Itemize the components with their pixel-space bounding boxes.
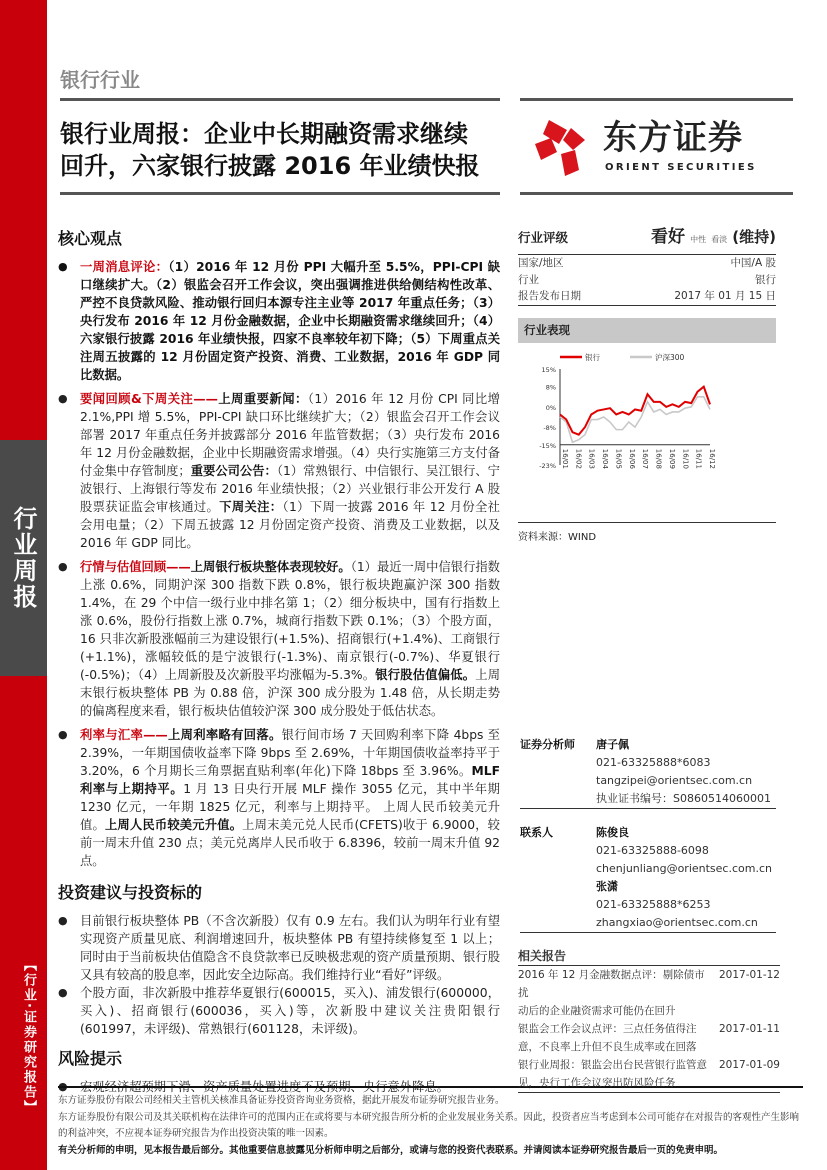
related-report-item[interactable]	[518, 966, 780, 1020]
related-title: 2016 年 12 月金融数据点评：剔除债市扰	[518, 969, 705, 999]
related-title: 银监会工作会议点评：三点任务值得注	[518, 1023, 697, 1035]
bullet-text: 银行间市场 7 天回购利率下降 4bps 至 2.39%，一年期国债收益率下降 9bps 至 2.69%，十年期国债收益率持平于 3.20%，6 个月期长三角票据直贴利率(年化)下降 18bps 至 3.96%。	[80, 728, 500, 778]
bullet-text: （1）常熟银行、中信银行、吴江银行、宁波银行、上海银行等发布 2016 年业绩快报；（2）兴业银行非公开发行 A 股股票获证监会审核通过。	[80, 464, 500, 514]
analyst-name: 唐子佩	[596, 738, 629, 751]
analyst-phone: 021-63325888*6083	[596, 756, 711, 769]
rating-box	[518, 226, 776, 306]
contact-label: 联系人	[520, 826, 553, 839]
rating-option: 看淡	[711, 235, 728, 244]
x-tick-label: 16/12	[708, 448, 716, 469]
x-tick-label: 16/11	[694, 448, 703, 469]
contact-name: 张潇	[596, 880, 618, 893]
rating-row-key: 报告发布日期	[518, 290, 581, 302]
rating-label: 行业评级	[518, 230, 569, 245]
side-label-box	[0, 440, 47, 676]
logo-mark-icon	[527, 112, 597, 182]
related-date: 2017-01-09	[718, 1059, 780, 1071]
related-heading: 相关报告	[518, 948, 780, 966]
rating-value: 看好	[651, 227, 685, 247]
core-bullet-weekly	[58, 258, 500, 384]
divider	[520, 98, 793, 101]
x-tick-label: 16/10	[681, 448, 690, 469]
related-date: 2017-01-12	[718, 969, 780, 981]
bold-text: 上周重要新闻：	[217, 392, 308, 406]
bold-text: 银行股估值偏低。	[375, 668, 476, 682]
y-tick-label: -8%	[543, 424, 556, 433]
x-tick-label: 16/06	[627, 448, 636, 469]
bold-text: 上周人民币较美元升值。	[104, 818, 243, 832]
contact-block	[520, 824, 776, 933]
y-tick-label: 15%	[541, 366, 556, 374]
x-tick-label: 16/04	[601, 448, 610, 469]
y-tick-label: -23%	[539, 462, 556, 470]
related-title-cont: 见，央行工作会议突出防风险任务	[518, 1077, 676, 1089]
analyst-label: 证券分析师	[520, 738, 575, 751]
title-line-1: 银行业周报：企业中长期融资需求继续	[60, 120, 468, 148]
rating-row	[518, 288, 776, 306]
divider	[520, 192, 793, 195]
disclaimer-line: 东方证券股份有限公司及其关联机构在法律许可的范围内正在或将要与本研究报告所分析的企业发展业务关系。因此，投资者应当考虑到本公司可能存在对报告的客观性产生影响的利益冲突，不应视本证券研究报告为作出投资决策的唯一因素。	[58, 1111, 800, 1139]
disclaimer-line: 东方证券股份有限公司经相关主管机关核准具备证券投资咨询业务资格，据此开展发布证券研究报告业务。	[58, 1095, 505, 1106]
rating-row	[518, 272, 776, 289]
side-label: 行业周报	[9, 506, 37, 610]
bullet-text: 1 月 13 日央行开展 MLF 操作 3055 亿元，其中半年期 1230 亿元，一年期 1825 亿元，利率与上期持平。 上周人民币较美元升值。	[80, 782, 500, 832]
bullet-text: （1）下周一披露 2016 年 12 月份全社会用电量；（2）下周五披露 12 月份固定资产投资、消费及工业数据，以及 2016 年 GDP 同比。	[80, 500, 500, 550]
rating-option: 中性	[690, 235, 707, 244]
rating-row-value: 2017 年 01 月 15 日	[674, 290, 776, 302]
series-line-hs300	[560, 397, 710, 442]
related-date: 2017-01-11	[718, 1023, 780, 1035]
rating-row-key: 行业	[518, 273, 539, 286]
logo-en: ORIENT SECURITIES	[605, 162, 757, 173]
core-bullet-market	[58, 558, 500, 720]
y-tick-label: -15%	[539, 441, 556, 450]
y-tick-label: 8%	[545, 383, 556, 392]
contact-name: 陈俊良	[596, 826, 629, 839]
rating-row-value: 银行	[755, 273, 776, 286]
x-tick-label: 16/09	[667, 448, 676, 469]
bullet-text: 上周末美元兑人民币(CFETS)收于 6.9000，较前一周末升值 230 点；美元兑离岸人民币收于 6.8396，较前一周末升值 92 点。	[80, 818, 500, 868]
core-bullet-news	[58, 390, 500, 552]
bold-text: 重要公司公告：	[190, 464, 277, 478]
invest-bullet: ● 个股方面，非次新股中推荐华夏银行(600015，买入)、浦发银行(600000，买入)、招商银行(600036，买入)等，次新股中建议关注贵阳银行(601997，未评级)、常熟银行(601128，未评级)。	[58, 984, 500, 1038]
x-tick-label: 16/01	[561, 448, 569, 469]
contact-email[interactable]: chenjunliang@orientsec.com.cn	[596, 862, 772, 875]
risk-heading: 风险提示	[58, 1049, 123, 1068]
logo-cn: 东方证券	[603, 118, 743, 158]
bold-text: 上周银行板块整体表现较好。	[190, 560, 351, 574]
sector-label: 银行行业	[60, 68, 140, 92]
rating-row	[518, 255, 776, 272]
related-reports	[518, 948, 780, 1093]
bullet-text: （1）最近一周中信银行指数上涨 0.6%，同期沪深 300 指数下跌 0.8%，银行板块跑赢沪深 300 指数 1.4%，在 29 个中信一级行业中排名第 1；（2）细分板块中，国有行指数上涨 0.6%，股份行指数上涨 0.7%，城商行指数下跌 0.1%；（3）个股方面，16 只非次新股涨幅前三为建设银行(+1.5%)、招商银行(+1.4%)、工商银行(+1.1%)，涨幅较低的是宁波银行(-1.3%)、南京银行(-0.7%)、华夏银行(-0.5%)；（4）上周新股及次新股平均涨幅为-5.3%。	[80, 560, 500, 682]
related-title-cont: 意，不良率上升但不良生成率或在回落	[518, 1041, 697, 1053]
bullet-label: 一周消息评论：	[80, 260, 169, 274]
divider	[60, 98, 500, 101]
related-title-cont: 动后的企业融资需求可能仍在回升	[518, 1005, 676, 1017]
rating-status: (维持)	[732, 228, 776, 246]
main-column	[58, 228, 500, 1096]
report-title	[60, 118, 500, 182]
bold-text: MLF 利率与上期持平。	[80, 764, 500, 796]
rating-row-key: 国家/地区	[518, 257, 564, 269]
disclaimer-note: 有关分析师的申明，见本报告最后部分。其他重要信息披露见分析师申明之后部分，或请与您的投资代表联系。并请阅读本证券研究报告最后一页的免责申明。	[58, 1144, 724, 1156]
bullet-label: 利率与汇率——	[80, 728, 168, 742]
performance-chart	[520, 345, 770, 505]
bullet-text: 上周末银行板块整体 PB 为 0.88 倍，沪深 300 成分股为 1.48 倍，从长期走势的偏离程度来看，银行板块估值较沪深 300 成分股处于低估状态。	[80, 668, 500, 718]
related-report-item[interactable]	[518, 1020, 780, 1056]
x-tick-label: 16/07	[641, 448, 650, 469]
title-line-2: 回升，六家银行披露 2016 年业绩快报	[60, 152, 480, 180]
core-heading: 核心观点	[58, 229, 123, 248]
bold-text: 上周利率略有回落。	[167, 728, 282, 742]
disclaimer	[58, 1093, 803, 1159]
legend-label: 银行	[585, 353, 600, 362]
related-title: 银行业周报：银监会出台民营银行监管意	[518, 1059, 707, 1071]
divider	[60, 192, 500, 195]
contact-email[interactable]: zhangxiao@orientsec.com.cn	[596, 916, 758, 929]
related-report-item[interactable]	[518, 1056, 780, 1092]
analyst-block	[520, 736, 776, 809]
x-tick-label: 16/05	[614, 448, 623, 469]
x-tick-label: 16/02	[574, 448, 583, 469]
bullet-text: （1）2016 年 12 月份 PPI 大幅升至 5.5%，PPI-CPI 缺口继续扩大。（2）银监会召开工作会议，突出强调推进供给侧结构性改革、严控不良贷款风险、推动银行回归本源专注主业等 2017 年重点任务；（3）央行发布 2016 年 12 月份金融数据，企业中长期融资需求继续回升；（4）六家银行披露 2016 年业绩快报，四家不良率较年初下降；（5）下周重点关注周五披露的 12 月份固定资产投资、消费、工业数据，2016 年 GDP 同比数据。	[80, 260, 500, 382]
company-logo	[527, 118, 787, 178]
analyst-email[interactable]: tangzipei@orientsec.com.cn	[596, 774, 753, 787]
analyst-cert: 执业证书编号：S0860514060001	[596, 792, 771, 805]
report-type-tag: 【行业·证券研究报告】	[21, 958, 36, 1115]
contact-phone: 021-63325888-6098	[596, 844, 709, 857]
contact-phone: 021-63325888*6253	[596, 898, 711, 911]
chart-source: 资料来源：WIND	[518, 522, 776, 545]
bullet-label: 要闻回顾&下周关注——	[80, 392, 218, 406]
bullet-label: 行情与估值回顾——	[80, 560, 191, 574]
bold-text: 下周关注：	[219, 500, 283, 514]
bullet-text: （1）2016 年 12 月份 CPI 同比增 2.1%,PPI 增 5.5%，PPI-CPI 缺口环比继续扩大；（2）银监会召开工作会议部署 2017 年重点任务并披露部分 2016 年监管数据；（3）央行发布 2016 年 12 月份金融数据，企业中长期融资需求增强。（4）央行实施第三方支付备付金集中存管制度；	[80, 392, 500, 478]
legend-label: 沪深300	[655, 353, 685, 362]
invest-bullet: ● 目前银行板块整体 PB（不含次新股）仅有 0.9 左右。我们认为明年行业有望实现资产质量见底、利润增速回升，板块整体 PB 有望持续修复至 1 以上；同时由于当前板块估值隐含不良贷款率已反映极悲观的资产质量预期、银行股又具有较高的股息率，因此安全边际高。我们维持行业“看好”评级。	[58, 912, 500, 984]
rating-row-value: 中国/A 股	[730, 257, 776, 269]
perf-heading: 行业表现	[518, 318, 776, 343]
x-tick-label: 16/03	[587, 448, 596, 469]
core-bullet-rates	[58, 726, 500, 870]
x-tick-label: 16/08	[654, 448, 663, 469]
y-tick-label: 0%	[545, 403, 556, 412]
invest-heading: 投资建议与投资标的	[58, 883, 203, 902]
